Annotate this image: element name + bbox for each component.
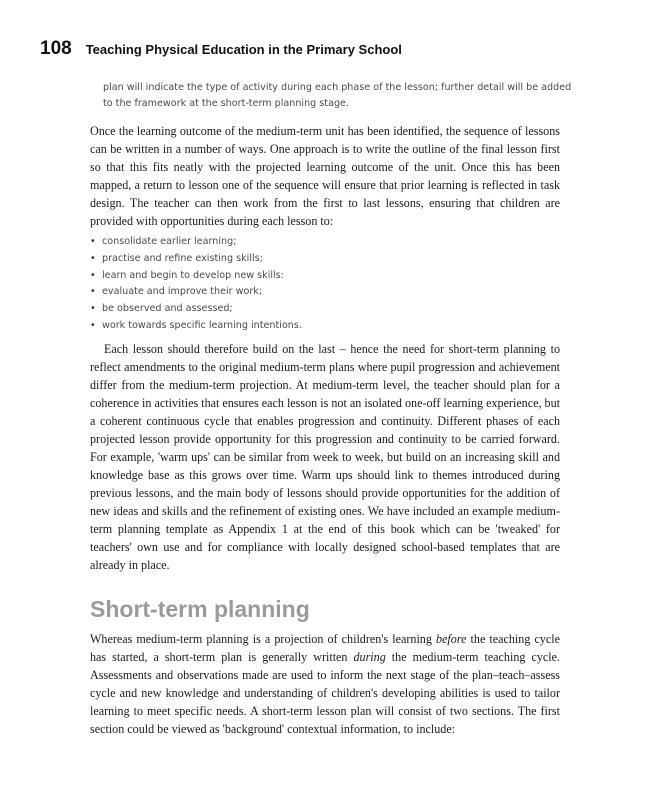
list-item: • consolidate earlier learning; (90, 234, 560, 251)
book-title: Teaching Physical Education in the Primary School (85, 42, 402, 57)
continued-text: plan will indicate the type of activity during each phase of the lesson; further detail will be added to the framework at the short-term planning stage. (103, 82, 572, 109)
text-run: the teaching cycle has started, a short-term plan is generally written (90, 632, 560, 664)
running-header (40, 38, 402, 60)
list-item: • learn and begin to develop new skills: (90, 268, 560, 285)
emphasis-before: before (436, 632, 467, 646)
text-run: the medium-term teaching cycle. Assessments and observations made are used to inform the next stage of the plan–teach–assess cycle and new knowledge and understanding of children's developing abilities is used to tailor learning to meet specific needs. A short-term lesson plan will consist of two sections. The first section could be viewed as 'background' contextual information, to include: (90, 650, 560, 736)
list-item: • work towards specific learning intentions. (90, 318, 560, 335)
list-item: • be observed and assessed; (90, 301, 560, 318)
emphasis-during: during (353, 650, 386, 664)
text-run: Whereas medium-term planning is a projection of children's learning (90, 632, 436, 646)
opportunities-list (90, 234, 560, 335)
paragraph-short-term (90, 630, 560, 738)
list-item: • evaluate and improve their work; (90, 284, 560, 301)
page-number: 108 (40, 38, 72, 59)
paragraph-lesson-sequence: Once the learning outcome of the medium-term unit has been identified, the sequence of lessons can be written in a number of ways. One approach is to write the outline of the final lesson first so that this fits neatly with the projected learning outcome of the unit. Once this has been mapped, a return to lesson one of the sequence will ensure that prior learning is reflected in task design. The teacher can then work from the first to last lessons, ensuring that children are provided with opportunities during each lesson to: (90, 124, 560, 228)
section-heading: Short-term planning (90, 596, 310, 622)
list-item: • practise and refine existing skills; (90, 251, 560, 268)
paragraph-build-on-last: Each lesson should therefore build on the last – hence the need for short-term planning to reflect amendments to the original medium-term plans where pupil progression and achievement differ from the medium-term projection. At medium-term level, the teacher should plan for a coherence in activities that ensures each lesson is not an isolated one-off learning experience, but a coherent continuous cycle that enables progression and continuity. Different phases of each projected lesson provide opportunity for this progression and continuity to be carried forward. For example, 'warm ups' can be similar from week to week, but build on an increasing skill and knowledge base as this grows over time. Warm ups should link to themes introduced during previous lessons, and the main body of lessons should provide opportunities for the addition of new ideas and skills and the refinement of existing ones. We have included an example medium-term planning template as Appendix 1 at the end of this book which can be 'tweaked' for teachers' own use and for compliance with locally designed school-based templates that are already in place. (90, 342, 560, 572)
